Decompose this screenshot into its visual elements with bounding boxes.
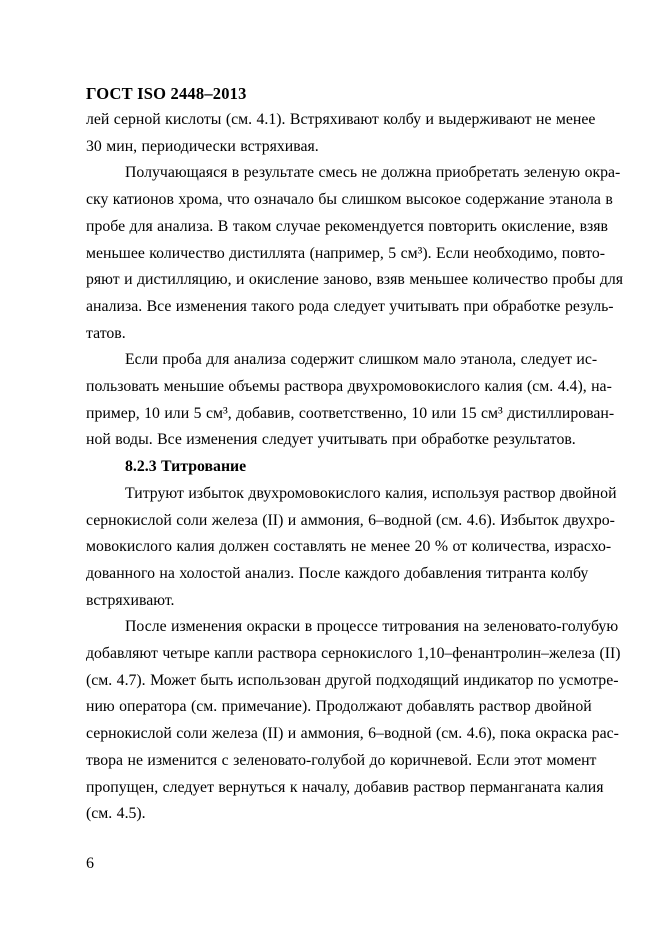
paragraph bbox=[86, 160, 624, 347]
text-line: меньшее количество дистиллята (например, 5 см³). Если необходимо, повто- bbox=[86, 244, 606, 262]
text-line: анализа. Все изменения такого рода следует учитывать при обработке резуль- bbox=[86, 297, 614, 315]
text-line: ной воды. Все изменения следует учитывать при обработке результатов. bbox=[86, 431, 576, 449]
text-block bbox=[86, 81, 624, 828]
text-line: дованного на холостой анализ. После каждого добавления титранта колбу bbox=[86, 564, 589, 582]
text-line: пробе для анализа. В таком случае рекомендуется повторить окисление, взяв bbox=[86, 217, 608, 235]
paragraph bbox=[86, 107, 596, 160]
section-heading bbox=[86, 454, 576, 481]
text-line: После изменения окраски в процессе титрования на зеленовато-голубую bbox=[125, 618, 619, 636]
paragraph bbox=[86, 481, 617, 615]
text-line: добавляют четыре капли раствора сернокислого 1,10–фенантролин–железа (II) bbox=[86, 645, 621, 663]
text-line: пользовать меньшие объемы раствора двухромовокислого калия (см. 4.4), на- bbox=[86, 378, 612, 396]
text-line: мовокислого калия должен составлять не менее 20 % от количества, израсхо- bbox=[86, 538, 612, 556]
document-body bbox=[86, 107, 624, 828]
text-line: лей серной кислоты (см. 4.1). Встряхивают колбу и выдерживают не менее bbox=[86, 111, 596, 128]
text-line: пропущен, следует вернуться к началу, добавив раствор перманганата калия bbox=[86, 778, 604, 796]
text-line: сернокислой соли железа (II) и аммония, 6–водной (см. 4.6). Избыток двухро- bbox=[86, 511, 615, 529]
text-line: 8.2.3 Титрование bbox=[125, 458, 247, 476]
text-line: Титруют избыток двухромовокислого калия, используя раствор двойной bbox=[125, 484, 617, 502]
text-line: Получающаяся в результате смесь не должна приобретать зеленую окра- bbox=[125, 164, 621, 182]
text-line: Если проба для анализа содержит слишком мало этанола, следует ис- bbox=[125, 351, 598, 369]
paragraph bbox=[86, 347, 615, 454]
text-line: (см. 4.7). Может быть использован другой подходящий индикатор по усмотре- bbox=[86, 671, 619, 689]
text-line: татов. bbox=[86, 324, 126, 342]
text-line: сернокислой соли железа (II) и аммония, 6–водной (см. 4.6), пока окраска рас- bbox=[86, 725, 619, 743]
text-line: ску катионов хрома, что означало бы слишком высокое содержание этанола в bbox=[86, 191, 613, 209]
text-line: твора не изменится с зеленовато-голубой до коричневой. Если этот момент bbox=[86, 751, 597, 769]
page-number: 6 bbox=[86, 855, 94, 872]
document-header: ГОСТ ISO 2448–2013 bbox=[86, 84, 247, 103]
text-line: встряхивают. bbox=[86, 591, 175, 609]
text-line: 30 мин, периодически встряхивая. bbox=[86, 137, 319, 155]
text-line: (см. 4.5). bbox=[86, 805, 146, 823]
text-line: пример, 10 или 5 см³, добавив, соответственно, 10 или 15 см³ дистиллирован- bbox=[86, 404, 615, 422]
text-line: нию оператора (см. примечание). Продолжают добавлять раствор двойной bbox=[86, 698, 592, 716]
text-line: ряют и дистилляцию, и окисление заново, взяв меньшее количество пробы для bbox=[86, 271, 624, 289]
paragraph bbox=[86, 614, 621, 828]
